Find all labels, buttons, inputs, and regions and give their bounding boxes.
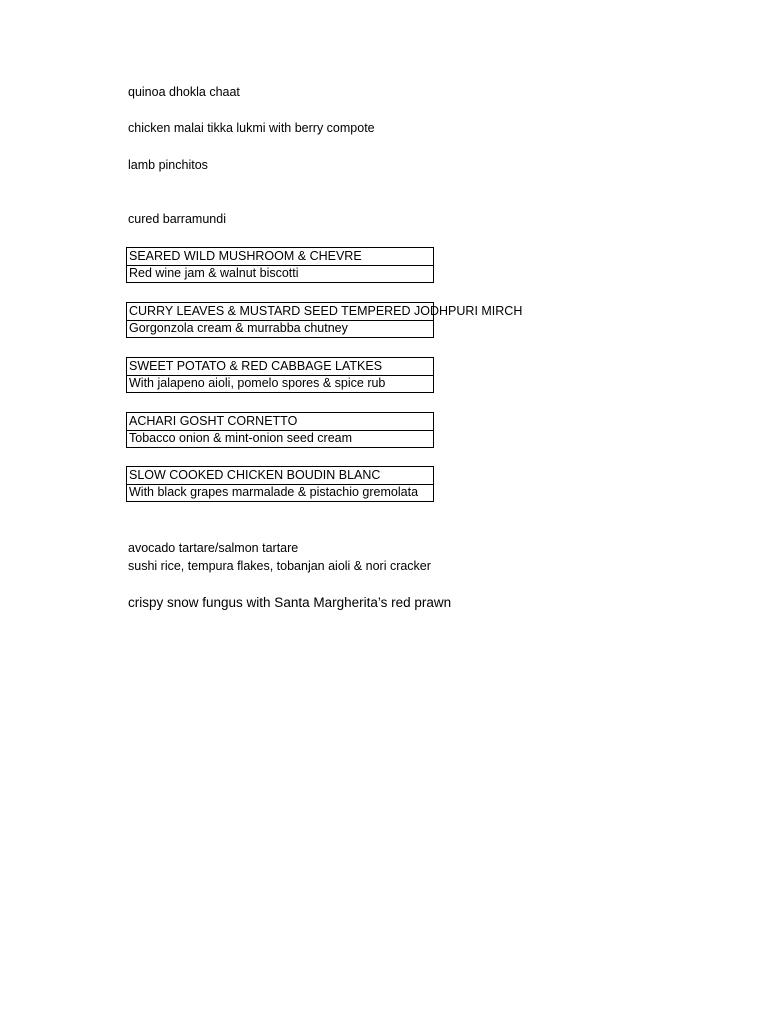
final-item: crispy snow fungus with Santa Margherita’s red prawn <box>128 595 452 610</box>
tartare-title: avocado tartare/salmon tartare <box>128 541 299 555</box>
tartare-desc: sushi rice, tempura flakes, tobanjan aioli & nori cracker <box>128 559 431 573</box>
boxed-item-2-desc: Gorgonzola cream & murrabba chutney <box>126 320 434 338</box>
boxed-item-4-title: ACHARI GOSHT CORNETTO <box>126 412 434 431</box>
menu-item-lamb: lamb pinchitos <box>128 158 208 172</box>
boxed-item-5-desc: With black grapes marmalade & pistachio gremolata <box>126 484 434 502</box>
menu-item-barramundi: cured barramundi <box>128 212 226 226</box>
boxed-item-5-title: SLOW COOKED CHICKEN BOUDIN BLANC <box>126 466 434 485</box>
boxed-item-3-desc: With jalapeno aioli, pomelo spores & spice rub <box>126 375 434 393</box>
boxed-item-2-title: CURRY LEAVES & MUSTARD SEED TEMPERED JODHPURI MIRCH <box>126 302 434 321</box>
boxed-item-3-title: SWEET POTATO & RED CABBAGE LATKES <box>126 357 434 376</box>
menu-item-quinoa: quinoa dhokla chaat <box>128 85 240 99</box>
boxed-item-1-title: SEARED WILD MUSHROOM & CHEVRE <box>126 247 434 266</box>
boxed-item-1-desc: Red wine jam & walnut biscotti <box>126 265 434 283</box>
boxed-item-4-desc: Tobacco onion & mint-onion seed cream <box>126 430 434 448</box>
menu-item-chicken-malai: chicken malai tikka lukmi with berry compote <box>128 121 375 135</box>
